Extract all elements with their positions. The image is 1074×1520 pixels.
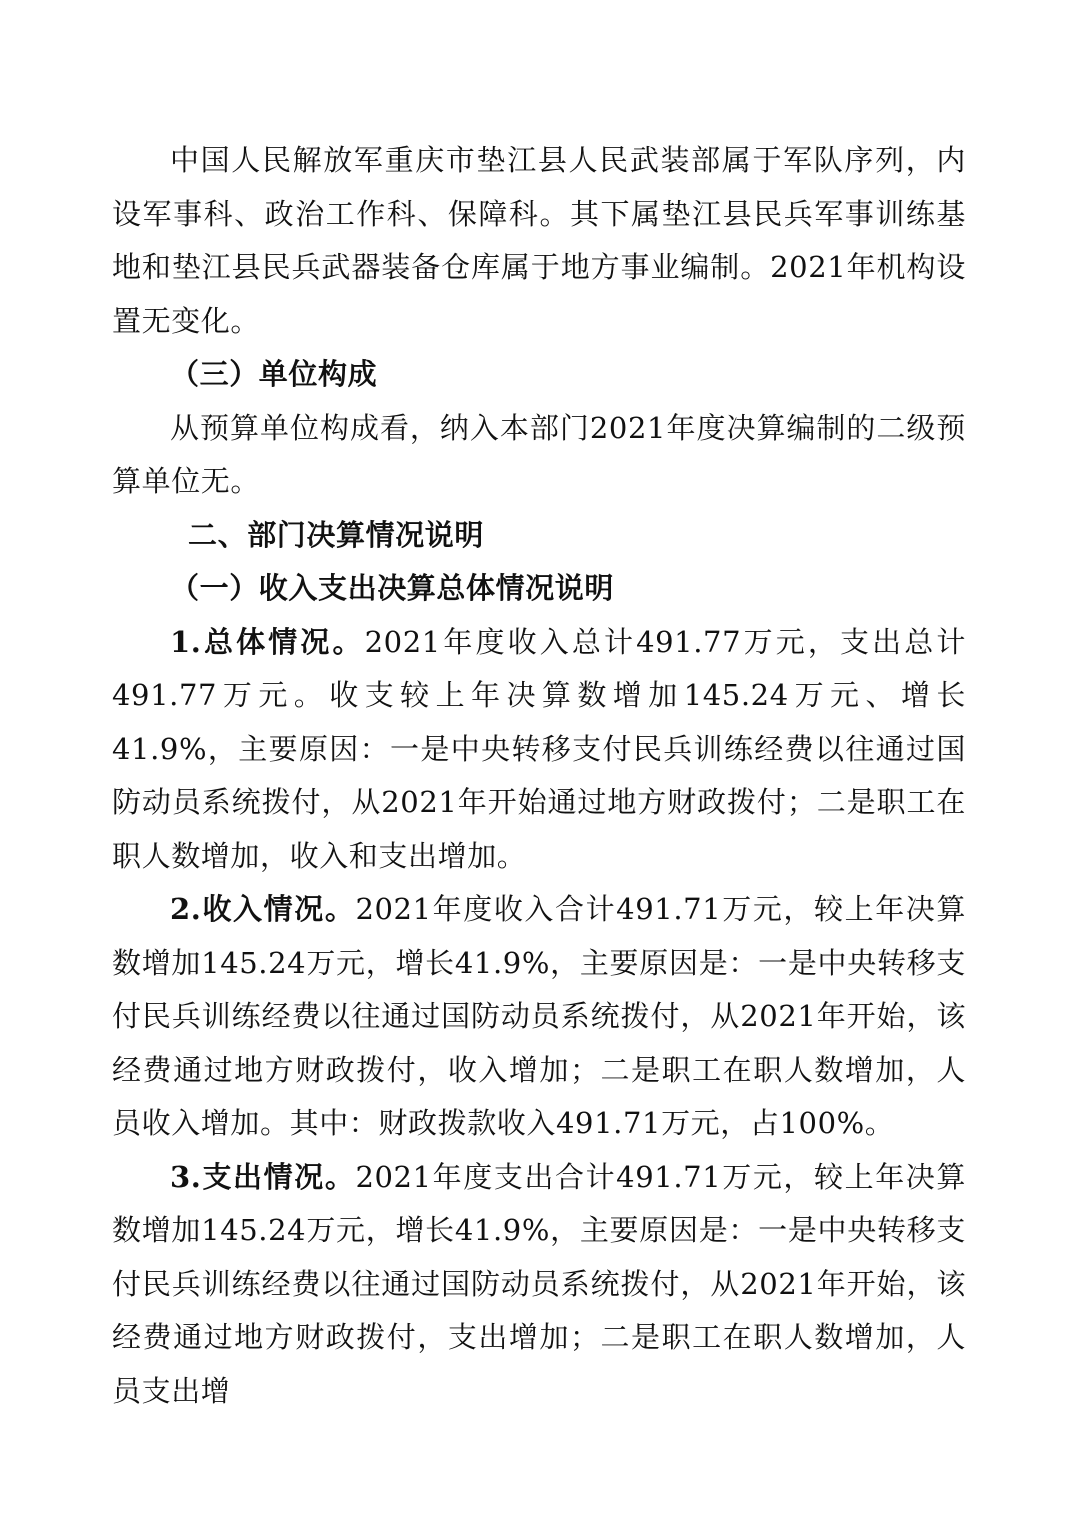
heading-unit-composition: （三）单位构成: [170, 357, 378, 391]
text-overall: 2021年度收入总计491.77万元，支出总计491.77万元。收支较上年决算数增加145.24万元、增长41.9%，主要原因：一是中央转移支付民兵训练经费以往通过国防动员系统拨付，从2021年开始通过地方财政拨付；二是职工在职人数增加，收入和支出增加。: [112, 624, 966, 873]
paragraph-income: [112, 883, 966, 1151]
paragraph-expenditure: [112, 1151, 966, 1419]
paragraph-overall: [112, 616, 966, 884]
text-income: 2021年度收入合计491.71万元，较上年决算数增加145.24万元，增长41.9%，主要原因是：一是中央转移支付民兵训练经费以往通过国防动员系统拨付，从2021年开始，该经费通过地方财政拨付，收入增加；二是职工在职人数增加，人员收入增加。其中：财政拨款收入491.71万元，占100%。: [112, 892, 966, 1140]
lead-expenditure: 3.支出情况。: [170, 1159, 356, 1194]
lead-overall: 1.总体情况。: [170, 624, 365, 659]
paragraph-organization: 中国人民解放军重庆市垫江县人民武装部属于军队序列，内设军事科、政治工作科、保障科。其下属垫江县民兵军事训练基地和垫江县民兵武器装备仓库属于地方事业编制。2021年机构设置无变化。: [112, 143, 966, 338]
document-body: [112, 134, 966, 1418]
lead-income: 2.收入情况。: [170, 892, 356, 926]
paragraph-unit-composition: 从预算单位构成看，纳入本部门2021年度决算编制的二级预算单位无。: [112, 410, 966, 498]
heading-overall-explanation: （一）收入支出决算总体情况说明: [170, 571, 615, 605]
text-expenditure: 2021年度支出合计491.71万元，较上年决算数增加145.24万元，增长41.9%，主要原因是：一是中央转移支付民兵训练经费以往通过国防动员系统拨付，从2021年开始，该经费通过地方财政拨付，支出增加；二是职工在职人数增加，人员支出增: [112, 1159, 966, 1408]
heading-section-two: 二、部门决算情况说明: [188, 517, 485, 552]
